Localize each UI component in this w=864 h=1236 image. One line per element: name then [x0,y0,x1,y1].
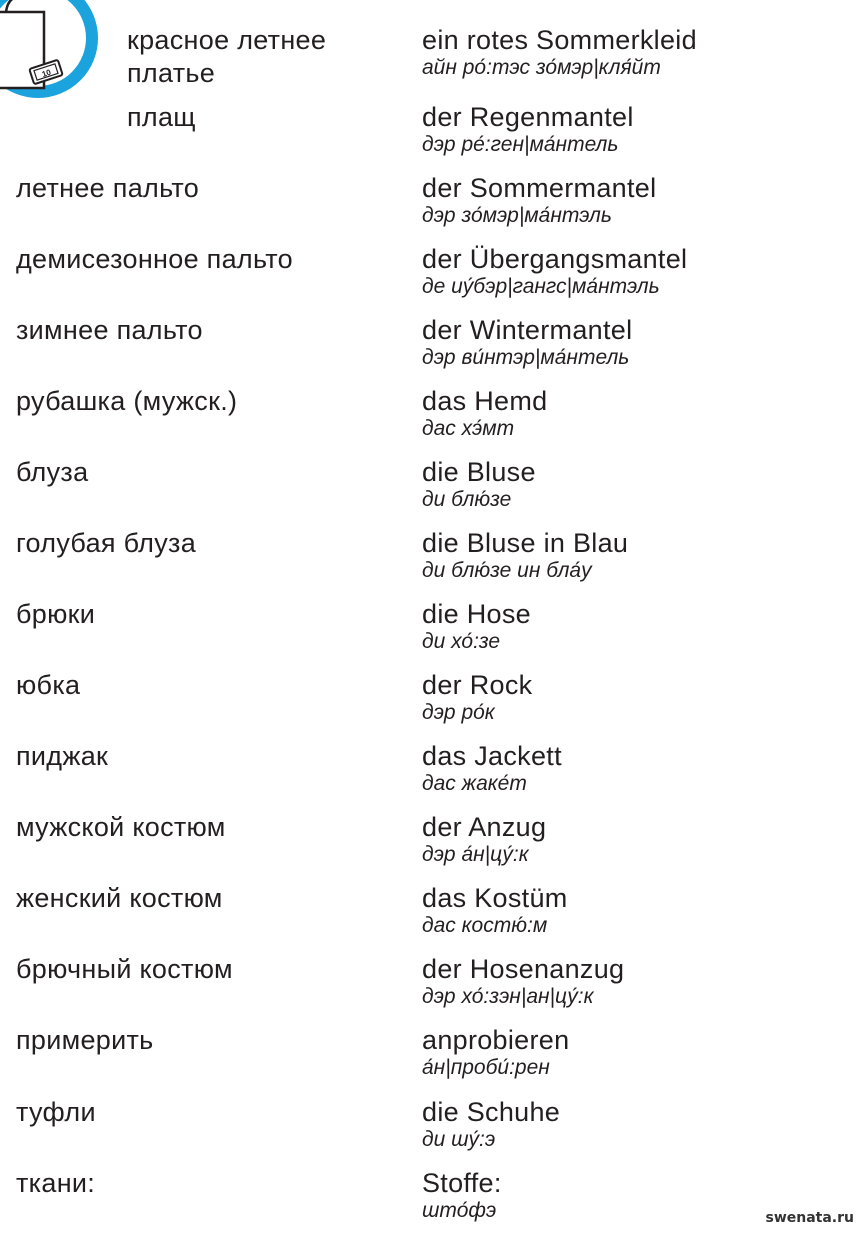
transcription: ди шу́:э [422,1128,496,1151]
transcription: дэр ре́:ген|ма́нтель [422,133,619,156]
russian-term: брючный костюм [16,954,233,984]
russian-term: ткани: [16,1168,96,1198]
german-term: das Jackett [422,741,562,771]
german-term: der Hosenanzug [422,954,625,984]
german-term: anprobieren [422,1025,570,1055]
transcription: а́н|проби́:рен [422,1056,550,1079]
svg-text:10: 10 [40,67,53,80]
german-term: das Hemd [422,386,548,416]
russian-term: плащ [127,102,196,132]
russian-term: летнее пальто [16,173,200,203]
russian-term: юбка [16,670,81,700]
german-term: der Übergangsmantel [422,244,688,274]
transcription: дас хэ́мт [422,417,515,440]
german-term: die Bluse in Blau [422,528,629,558]
transcription: дэр а́н|цу́:к [422,843,529,866]
german-term: die Bluse [422,457,536,487]
russian-term: примерить [16,1025,154,1055]
russian-term: женский костюм [16,883,223,913]
german-term: der Wintermantel [422,315,633,345]
transcription: айн ро́:тэс зо́мэр|кля́йт [422,56,661,79]
german-term: Stoffe: [422,1168,502,1198]
transcription: дэр ро́к [422,701,495,724]
shopping-bag-icon [0,0,100,122]
german-term: das Kostüm [422,883,568,913]
german-term: die Hose [422,599,531,629]
german-term: ein rotes Sommerkleid [422,25,697,55]
transcription: дас костю́:м [422,914,548,937]
german-term: die Schuhe [422,1097,561,1127]
russian-term: блуза [16,457,89,487]
german-term: der Anzug [422,812,547,842]
russian-term: голубая блуза [16,528,197,558]
transcription: ди блю́зе [422,488,512,511]
transcription: дэр зо́мэр|ма́нтэль [422,204,612,227]
transcription: што́фэ [422,1199,497,1222]
russian-term: рубашка (мужск.) [16,386,238,416]
watermark: swenata.ru [765,1210,854,1226]
german-term: der Rock [422,670,533,700]
russian-term: пиджак [16,741,109,771]
russian-term: туфли [16,1097,96,1127]
transcription: дас жаке́т [422,772,527,795]
german-term: der Regenmantel [422,102,634,132]
transcription: де иу́бэр|гангс|ма́нтэль [422,275,660,298]
russian-term: красное летнее платье [127,25,327,88]
transcription: ди блю́зе ин бла́у [422,559,592,582]
german-term: der Sommermantel [422,173,657,203]
russian-term: демисезонное пальто [16,244,293,274]
transcription: дэр ви́нтэр|ма́нтель [422,346,630,369]
transcription: дэр хо́:зэн|ан|цу́:к [422,985,594,1008]
russian-term: зимнее пальто [16,315,203,345]
russian-term: брюки [16,599,96,629]
russian-term: мужской костюм [16,812,226,842]
transcription: ди хо́:зе [422,630,501,653]
